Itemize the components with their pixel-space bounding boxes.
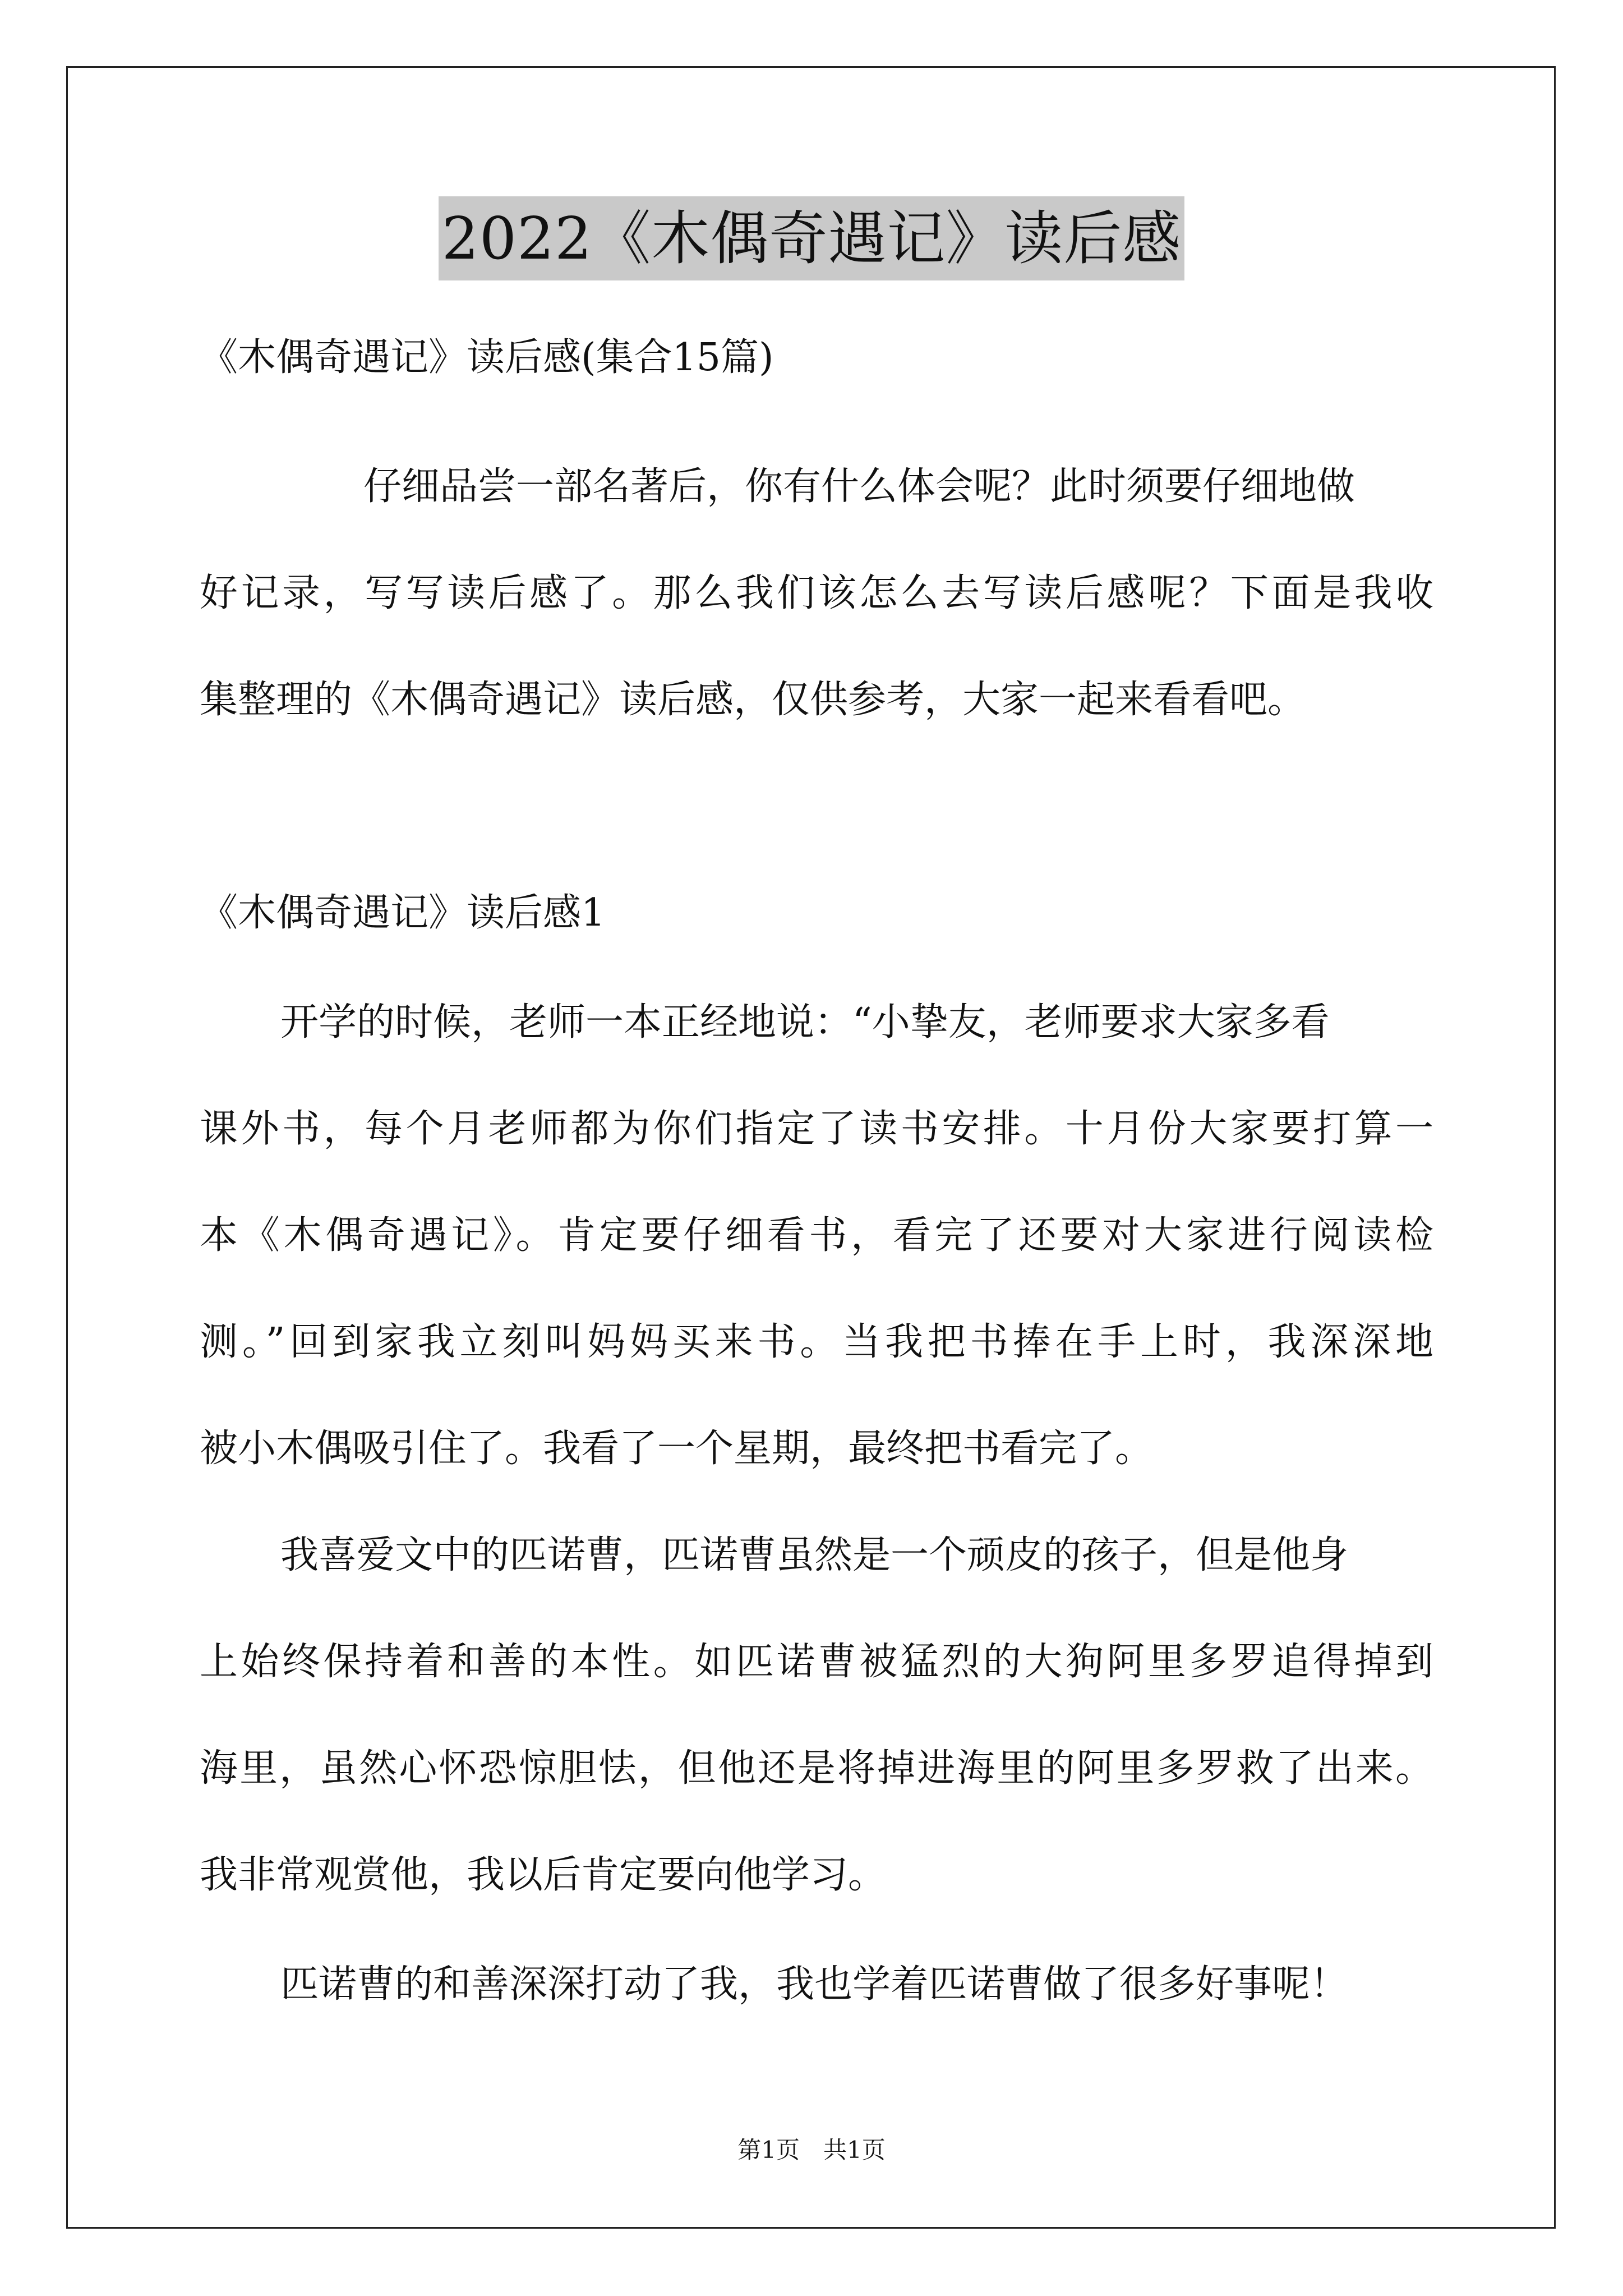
paragraph-line: 开学的时候，老师一本正经地说：“小挚友，老师要求大家多看 — [280, 1000, 1330, 1045]
title-container — [0, 196, 1623, 280]
intro-line: 好记录，写写读后感了。那么我们该怎么去写读后感呢？下面是我收 — [200, 571, 1433, 615]
document-subtitle: 《木偶奇遇记》读后感(集合15篇) — [200, 335, 774, 380]
intro-line: 仔细品尝一部名著后，你有什么体会呢？此时须要仔细地做 — [363, 464, 1355, 509]
paragraph-line: 被小木偶吸引住了。我看了一个星期，最终把书看完了。 — [200, 1427, 1154, 1471]
paragraph-line: 海里，虽然心怀恐惊胆怯，但他还是将掉进海里的阿里多罗救了出来。 — [200, 1746, 1433, 1791]
paragraph-line: 我非常观赏他，我以后肯定要向他学习。 — [200, 1853, 887, 1897]
paragraph-line: 匹诺曹的和善深深打动了我，我也学着匹诺曹做了很多好事呢！ — [280, 1962, 1349, 2007]
intro-line: 集整理的《木偶奇遇记》读后感，仅供参考，大家一起来看看吧。 — [200, 678, 1306, 722]
section-heading: 《木偶奇遇记》读后感1 — [200, 891, 606, 935]
paragraph-line: 我喜爱文中的匹诺曹，匹诺曹虽然是一个顽皮的孩子，但是他身 — [280, 1533, 1349, 1577]
page-footer: 第1页 共1页 — [737, 2136, 886, 2164]
paragraph-line: 本《木偶奇遇记》。肯定要仔细看书，看完了还要对大家进行阅读检 — [200, 1213, 1433, 1258]
paragraph-line: 课外书，每个月老师都为你们指定了读书安排。十月份大家要打算一 — [200, 1107, 1433, 1151]
paragraph-line: 测。”回到家我立刻叫妈妈买来书。当我把书捧在手上时，我深深地 — [200, 1320, 1433, 1364]
paragraph-line: 上始终保持着和善的本性。如匹诺曹被猛烈的大狗阿里多罗追得掉到 — [200, 1640, 1433, 1684]
document-title: 2022《木偶奇遇记》读后感 — [439, 196, 1185, 280]
